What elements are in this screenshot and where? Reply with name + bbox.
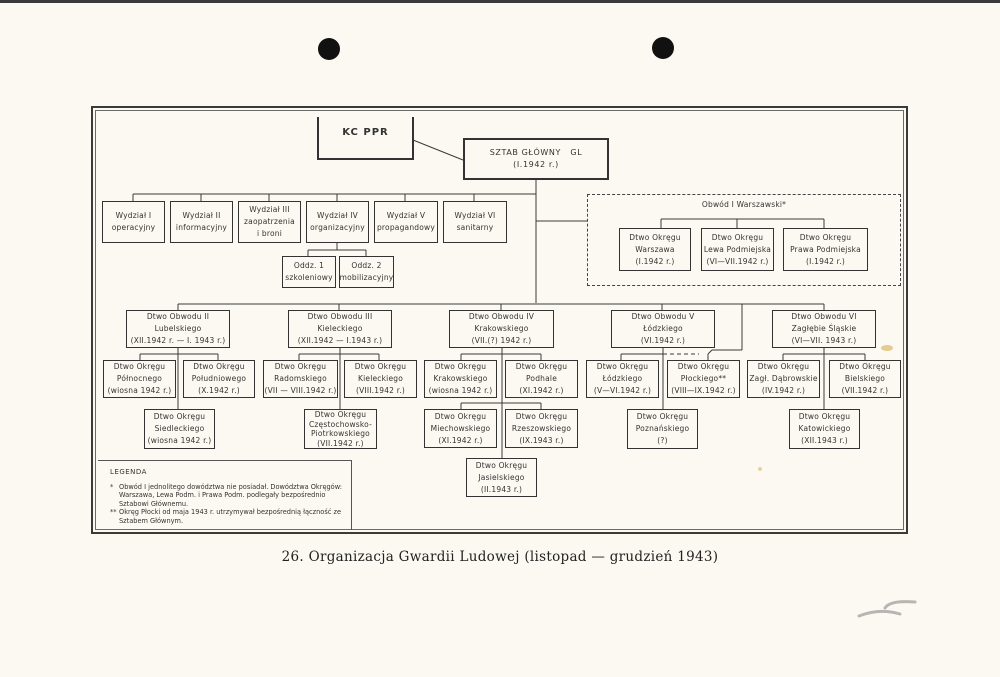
department-function: sanitarny <box>456 223 494 232</box>
legend-note-1 <box>110 483 343 509</box>
district-title: Dtwo Okręgu <box>193 362 245 371</box>
legend-note-mark: ** <box>110 508 117 517</box>
section-name: Oddz. 2 <box>351 261 382 270</box>
district-name: Zagł. Dąbrowskie <box>749 374 818 383</box>
department-name: Wydział III <box>249 205 290 214</box>
district-title: Dtwo Okręgu <box>757 362 810 371</box>
district-title: Dtwo Okręgu <box>798 412 851 421</box>
district-name: Jasielskiego <box>478 472 525 482</box>
district-name: Południowego <box>191 374 247 383</box>
department-function: organizacyjny <box>310 223 365 232</box>
figure-caption: 26. Organizacja Gwardii Ludowej (listopad — grudzień 1943) <box>281 549 719 565</box>
district-title: Dtwo Okręgu <box>596 362 649 371</box>
district-box-radomski <box>263 360 338 398</box>
district-box-polnocny <box>103 360 176 398</box>
district-title: Dtwo Okręgu <box>636 412 689 421</box>
district-box-prawa-podmiejska <box>783 228 868 271</box>
district-title: Dtwo Okręgu <box>799 232 852 242</box>
circuit-title: Dtwo Obwodu II <box>146 312 210 321</box>
district-box-poznanski <box>627 409 698 449</box>
district-title: Dtwo Okręgu <box>515 362 568 371</box>
circuit-date: (XII.1942 — I.1943 r.) <box>297 336 383 345</box>
district-date: (VII.1942 r.) <box>317 438 364 448</box>
department-box-5 <box>374 201 438 243</box>
district-box-czestochowsko-piotrkowski <box>304 409 377 449</box>
district-name: Poznańskiego <box>635 424 690 433</box>
district-name: Podhale <box>525 374 558 383</box>
district-date: (X.1942 r.) <box>198 386 240 395</box>
district-name: Łódzkiego <box>602 374 643 383</box>
punch-hole-right <box>652 37 674 59</box>
district-box-poludniowy <box>183 360 255 398</box>
district-date: (VII.1942 r.) <box>841 386 889 395</box>
district-title: Dtwo Okręgu <box>113 362 166 371</box>
district-title: Dtwo Okręgu <box>515 411 568 421</box>
legend-note-mark: * <box>110 482 114 491</box>
district-name: Warszawa <box>635 244 675 254</box>
district-date: (VII — VIII.1942 r.) <box>264 386 337 395</box>
district-name: Bielskiego <box>844 374 886 383</box>
sztab-date: (I.1942 r.) <box>513 160 559 169</box>
circuit-box-ii-lubelski <box>126 310 230 348</box>
sztab-glowny-box <box>463 138 609 180</box>
district-name: Miechowskiego <box>430 423 491 433</box>
circuit-box-iii-kielecki <box>288 310 392 348</box>
sztab-title: SZTAB GŁÓWNY GL <box>489 148 583 157</box>
district-name: Lewa Podmiejska <box>703 244 772 254</box>
circuit-name: Kieleckiego <box>317 324 363 333</box>
circuit-title: Dtwo Obwodu IV <box>468 312 535 321</box>
district-date: (IV.1942 r.) <box>761 386 806 395</box>
department-name: Wydział V <box>386 211 426 220</box>
department-name: Wydział IV <box>317 211 358 220</box>
section-function: szkoleniowy <box>285 273 333 282</box>
district-name: Płockiego** <box>680 374 727 383</box>
circuit-title: Dtwo Obwodu VI <box>791 312 857 321</box>
district-name: Katowickiego <box>798 424 851 433</box>
district-name: Rzeszowskiego <box>511 423 572 433</box>
district-box-kielecki <box>344 360 417 398</box>
circuit-name: Krakowskiego <box>474 324 529 333</box>
circuit-name: Zagłębie Śląskie <box>791 324 857 333</box>
department-box-4 <box>306 201 369 243</box>
circuit-date: (VII.(?) 1942 r.) <box>471 336 532 345</box>
page-top-edge <box>0 0 1000 3</box>
district-name: Radomskiego <box>274 374 327 383</box>
district-box-plocki <box>667 360 740 398</box>
department-function: zaopatrzenia <box>244 217 295 226</box>
district-box-katowicki <box>789 409 860 449</box>
circuit-box-iv-krakowski <box>449 310 554 348</box>
stain-mark <box>881 345 893 351</box>
district-title: Dtwo Okręgu <box>711 232 764 242</box>
district-box-lewa-podmiejska <box>701 228 774 271</box>
circuit-date: (VI—VII. 1943 r.) <box>791 336 857 345</box>
district-box-zagl-dabrowskie <box>747 360 820 398</box>
district-box-siedlecki <box>144 409 215 449</box>
district-title: Dtwo Okręgu <box>677 362 730 371</box>
section-box-1 <box>282 256 336 288</box>
district-title: Dtwo Okręgu <box>434 411 487 421</box>
punch-hole-left <box>318 38 340 60</box>
circuit-box-vi-zaglebie <box>772 310 876 348</box>
legend-note-text: Obwód I jednolitego dowództwa nie posiadał. Dowództwa Okręgów: Warszawa, Lewa Podm. i Prawa Podm. podlegały bezpośrednio Sztabowi Głównemu. <box>119 482 342 508</box>
district-date: (II.1943 r.) <box>480 484 523 494</box>
district-title: Dtwo Okręgu <box>629 232 681 242</box>
circuit-name: Lubelskiego <box>154 324 202 333</box>
district-date: (wiosna 1942 r.) <box>147 436 212 445</box>
legend <box>98 460 352 530</box>
section-function: mobilizacyjny <box>339 273 394 282</box>
district-date: (wiosna 1942 r.) <box>428 386 493 395</box>
kc-ppr-label: KC PPR <box>342 127 389 138</box>
circuit-date: (VI.1942 r.) <box>640 336 686 345</box>
district-box-podhale <box>505 360 578 398</box>
district-date: (IX.1943 r.) <box>519 435 564 445</box>
district-name: Prawa Podmiejska <box>790 244 861 254</box>
department-name: Wydział VI <box>454 211 496 220</box>
district-box-rzeszowski <box>505 409 578 448</box>
department-name: Wydział II <box>182 211 221 220</box>
legend-note-2 <box>110 508 343 525</box>
department-name: Wydział I <box>115 211 152 220</box>
district-date: (XI.1942 r.) <box>519 386 564 395</box>
district-title: Dtwo Okręgu <box>354 362 407 371</box>
department-box-1 <box>102 201 165 243</box>
district-date: (XII.1943 r.) <box>801 436 848 445</box>
legend-title: LEGENDA <box>110 468 147 476</box>
district-box-warszawa <box>619 228 691 271</box>
department-function: operacyjny <box>111 223 156 232</box>
department-box-2 <box>170 201 233 243</box>
department-function-cont: i broni <box>257 229 282 238</box>
legend-note-text: Okręg Płocki od maja 1943 r. utrzymywał bezpośrednią łączność ze Sztabem Głównym. <box>119 508 342 525</box>
district-date: (I.1942 r.) <box>806 256 845 266</box>
kc-ppr-box <box>317 117 414 160</box>
district-name: Częstochowsko- <box>308 419 373 429</box>
district-date: (VIII.1942 r.) <box>355 386 406 395</box>
section-box-2 <box>339 256 394 288</box>
district-date: (V—VI.1942 r.) <box>593 386 652 395</box>
department-function: informacyjny <box>175 223 228 232</box>
district-date: (I.1942 r.) <box>635 256 675 266</box>
district-title: Dtwo Okręgu <box>153 412 206 421</box>
district-date: (VI—VII.1942 r.) <box>706 256 769 266</box>
circuit-title: Dtwo Obwodu III <box>307 312 373 321</box>
district-title: Dtwo Okręgu <box>475 460 528 470</box>
stain-mark-small <box>758 467 762 471</box>
section-name: Oddz. 1 <box>293 261 325 270</box>
district-box-miechowski <box>424 409 497 448</box>
circuit-title: Dtwo Obwodu V <box>631 312 695 321</box>
district-name: Kieleckiego <box>357 374 404 383</box>
district-date: (XI.1942 r.) <box>438 435 483 445</box>
circuit-date: (XII.1942 r. — I. 1943 r.) <box>130 336 226 345</box>
district-date: (VIII—IX.1942 r.) <box>671 386 736 395</box>
warsaw-circuit-label: Obwód I Warszawski* <box>701 200 787 209</box>
district-name-cont: Piotrkowskiego <box>311 429 370 438</box>
district-name: Północnego <box>116 374 163 383</box>
department-function: propagandowy <box>376 223 436 232</box>
district-title: Dtwo Okręgu <box>314 410 367 419</box>
district-date: (wiosna 1942 r.) <box>107 386 172 395</box>
department-box-6 <box>443 201 507 243</box>
district-date: (?) <box>657 436 668 445</box>
district-box-lodzki <box>586 360 659 398</box>
district-box-krakowski <box>424 360 497 398</box>
department-box-3 <box>238 201 301 243</box>
district-title: Dtwo Okręgu <box>839 362 891 371</box>
district-box-bielski <box>829 360 901 398</box>
circuit-name: Łódzkiego <box>643 324 683 333</box>
district-name: Krakowskiego <box>433 374 488 383</box>
district-title: Dtwo Okręgu <box>274 362 327 371</box>
district-name: Siedleckiego <box>154 424 205 433</box>
pencil-mark <box>855 596 930 618</box>
district-title: Dtwo Okręgu <box>434 362 487 371</box>
district-box-jasielski <box>466 458 537 497</box>
circuit-box-v-lodzki <box>611 310 715 348</box>
